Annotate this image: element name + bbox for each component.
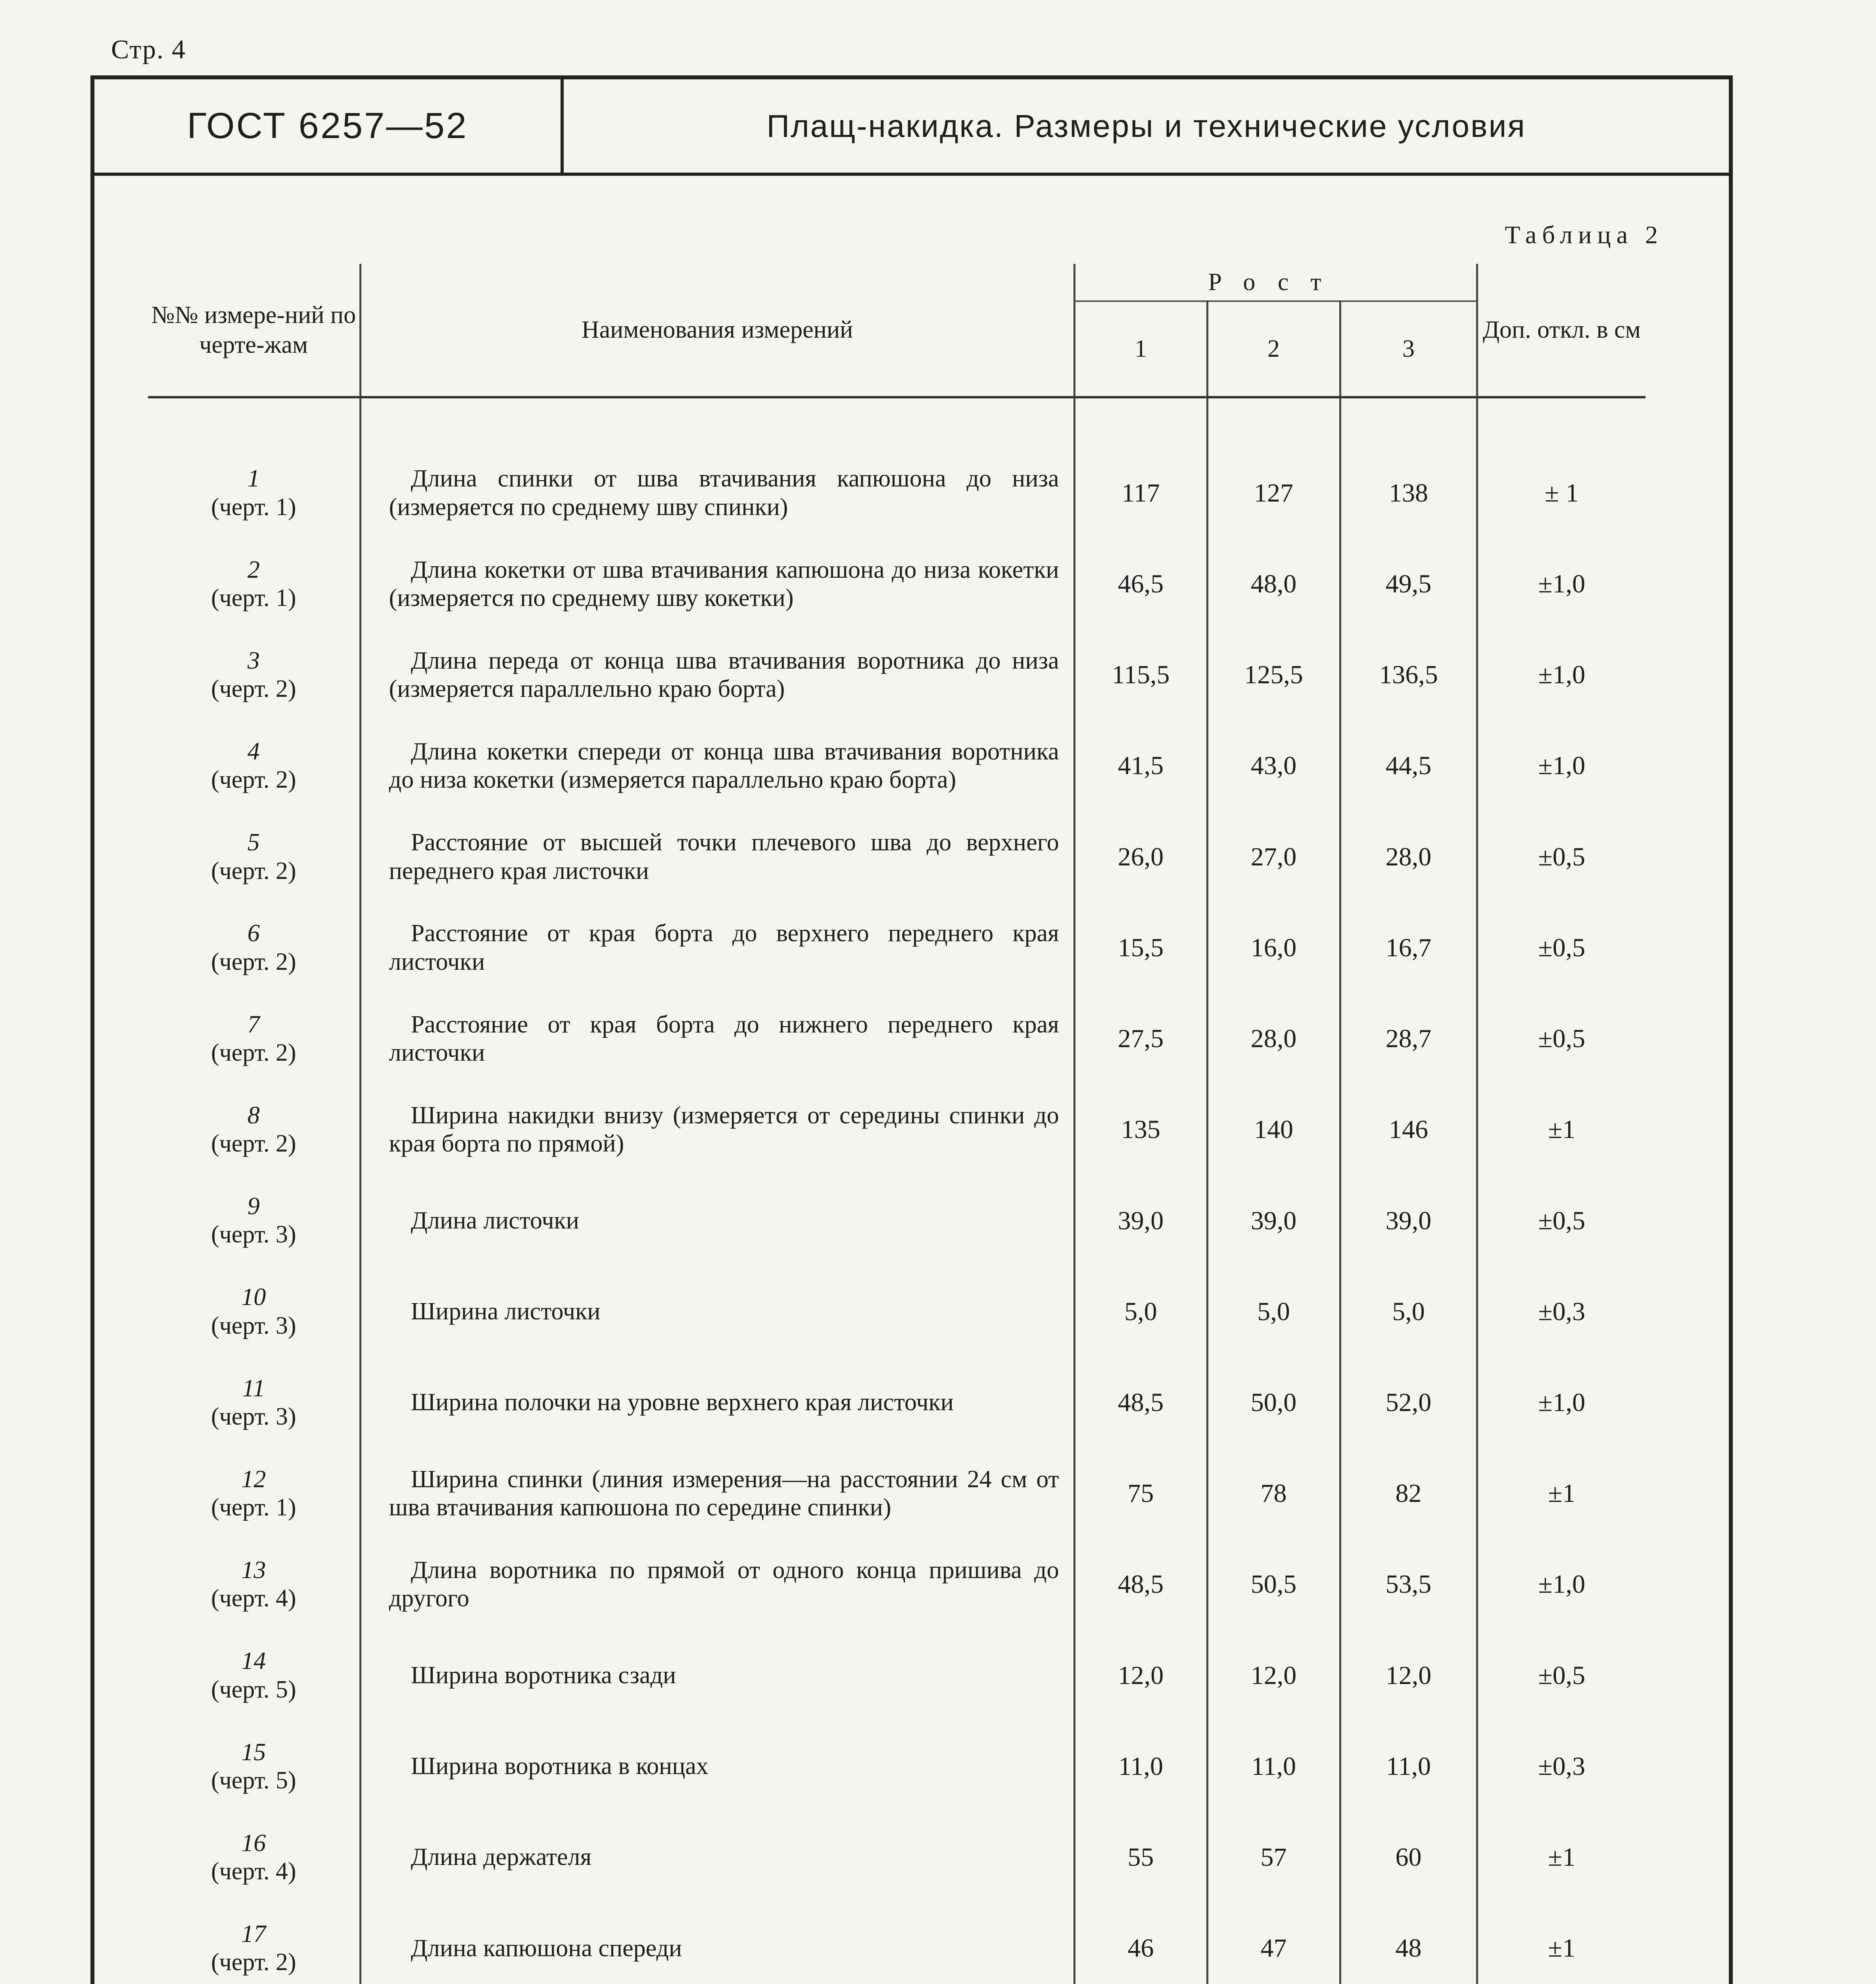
tolerance-value: ±1	[1548, 1843, 1576, 1872]
tolerance-value: ±1,0	[1538, 569, 1586, 598]
drawing-reference: (черт. 2)	[211, 766, 296, 794]
measurement-name: Длина спинки от шва втачивания капюшона до низа (измеряется по среднему шву спинки)	[389, 465, 1059, 521]
tolerance-value: ±1,0	[1538, 751, 1586, 781]
drawing-reference: (черт. 2)	[211, 1039, 296, 1066]
drawing-reference: (черт. 4)	[211, 1858, 296, 1885]
growth-1-value: 15,5	[1074, 902, 1207, 993]
measurement-name: Длина листочки	[411, 1207, 579, 1234]
growth-3-value: 49,5	[1340, 538, 1477, 629]
drawing-reference: (черт. 3)	[211, 1403, 296, 1430]
measurement-name-cell	[360, 993, 1074, 1084]
header-name: Наименования измерений	[360, 264, 1074, 397]
growth-1-value: 27,5	[1074, 993, 1207, 1084]
measurement-number-cell	[148, 629, 360, 720]
measurement-name-cell	[360, 1630, 1074, 1721]
drawing-reference: (черт. 5)	[211, 1676, 296, 1703]
measurement-number: 15	[241, 1738, 266, 1766]
measurement-name-cell	[360, 448, 1074, 538]
measurement-number: 12	[241, 1465, 266, 1493]
growth-2-value: 39,0	[1207, 1175, 1340, 1266]
measurement-number-cell	[148, 1266, 360, 1357]
table-row	[148, 1266, 1646, 1357]
measurement-number-cell	[148, 721, 360, 811]
measurement-name-cell	[360, 721, 1074, 811]
measurement-number: 1	[247, 465, 260, 492]
growth-3-value: 136,5	[1340, 629, 1477, 720]
growth-1-value: 11,0	[1074, 1721, 1207, 1812]
growth-1-value: 55	[1074, 1812, 1207, 1903]
measurement-number-cell	[148, 1357, 360, 1448]
measurement-name-cell	[360, 1084, 1074, 1175]
measurement-name: Ширина воротника сзади	[411, 1662, 676, 1689]
measurement-name-cell	[360, 1266, 1074, 1357]
measurement-name: Ширина спинки (линия измерения—на расстоянии 24 см от шва втачивания капюшона по середине спинки)	[389, 1465, 1059, 1521]
table-row	[148, 1630, 1646, 1721]
growth-2-value: 16,0	[1207, 902, 1340, 993]
measurement-name: Ширина листочки	[411, 1298, 601, 1325]
document-header	[94, 79, 1729, 176]
table-caption: Таблица 2	[1505, 221, 1663, 249]
table-row	[148, 1448, 1646, 1539]
table-row	[148, 448, 1646, 538]
measurement-name-cell	[360, 1812, 1074, 1903]
growth-2-value: 28,0	[1207, 993, 1340, 1084]
table-row	[148, 1721, 1646, 1812]
measurement-number: 9	[247, 1193, 260, 1220]
growth-1-value: 5,0	[1074, 1266, 1207, 1357]
growth-1-value: 135	[1074, 1084, 1207, 1175]
measurement-number-cell	[148, 993, 360, 1084]
measurement-number: 6	[247, 920, 260, 947]
growth-3-value: 48	[1340, 1903, 1477, 1984]
measurement-name-cell	[360, 811, 1074, 902]
growth-2-value: 50,0	[1207, 1357, 1340, 1448]
growth-1-value: 39,0	[1074, 1175, 1207, 1266]
measurement-number-cell	[148, 1539, 360, 1630]
growth-1-value: 46,5	[1074, 538, 1207, 629]
growth-1-value: 46	[1074, 1903, 1207, 1984]
growth-2-value: 50,5	[1207, 1539, 1340, 1630]
tolerance-value: ±1	[1548, 1479, 1576, 1508]
measurement-number-cell	[148, 1812, 360, 1903]
measurement-number: 16	[241, 1829, 266, 1857]
measurement-name-cell	[360, 1903, 1074, 1984]
table-row	[148, 1812, 1646, 1903]
growth-3-value: 28,0	[1340, 811, 1477, 902]
measurement-name-cell	[360, 902, 1074, 993]
measurement-name-cell	[360, 1448, 1074, 1539]
table-row	[148, 721, 1646, 811]
growth-2-value: 57	[1207, 1812, 1340, 1903]
measurement-name: Длина держателя	[411, 1844, 591, 1871]
growth-2-value: 140	[1207, 1084, 1340, 1175]
table-row	[148, 1903, 1646, 1984]
growth-1-value: 48,5	[1074, 1357, 1207, 1448]
document-frame	[90, 75, 1733, 1984]
growth-2-value: 43,0	[1207, 721, 1340, 811]
measurement-number-cell	[148, 811, 360, 902]
measurement-number: 4	[247, 738, 260, 765]
drawing-reference: (черт. 2)	[211, 1130, 296, 1157]
growth-2-value: 12,0	[1207, 1630, 1340, 1721]
growth-2-value: 127	[1207, 448, 1340, 538]
growth-3-value: 28,7	[1340, 993, 1477, 1084]
drawing-reference: (черт. 2)	[211, 1949, 296, 1976]
measurement-number-cell	[148, 448, 360, 538]
measurement-number: 13	[241, 1557, 266, 1584]
growth-1-value: 12,0	[1074, 1630, 1207, 1721]
table-row	[148, 1175, 1646, 1266]
header-growth-2: 2	[1207, 301, 1340, 397]
tolerance-value: ±0,3	[1538, 1297, 1586, 1326]
drawing-reference: (черт. 3)	[211, 1221, 296, 1248]
measurement-number: 10	[241, 1284, 266, 1311]
measurement-number: 5	[247, 829, 260, 856]
growth-2-value: 47	[1207, 1903, 1340, 1984]
growth-1-value: 75	[1074, 1448, 1207, 1539]
growth-3-value: 82	[1340, 1448, 1477, 1539]
measurement-number-cell	[148, 1630, 360, 1721]
measurement-name: Ширина накидки внизу (измеряется от середины спинки до края борта по прямой)	[389, 1102, 1059, 1157]
measurement-name: Длина капюшона спереди	[411, 1934, 682, 1962]
measurement-number-cell	[148, 538, 360, 629]
measurement-number: 2	[247, 556, 260, 583]
growth-3-value: 53,5	[1340, 1539, 1477, 1630]
drawing-reference: (черт. 5)	[211, 1767, 296, 1794]
table-row	[148, 538, 1646, 629]
growth-3-value: 60	[1340, 1812, 1477, 1903]
growth-2-value: 48,0	[1207, 538, 1340, 629]
document-title: Плащ-накидка. Размеры и технические условия	[766, 108, 1526, 144]
growth-3-value: 11,0	[1340, 1721, 1477, 1812]
measurements-table-wrap	[148, 264, 1646, 1984]
measurement-number: 3	[247, 647, 260, 674]
measurement-name: Расстояние от края борта до верхнего переднего края листочки	[389, 920, 1059, 975]
measurement-number-cell	[148, 1721, 360, 1812]
table-row	[148, 993, 1646, 1084]
tolerance-value: ±0,5	[1538, 842, 1586, 871]
measurement-number: 7	[247, 1011, 260, 1038]
growth-3-value: 39,0	[1340, 1175, 1477, 1266]
measurement-number-cell	[148, 1084, 360, 1175]
table-row	[148, 811, 1646, 902]
measurement-name: Длина кокетки спереди от конца шва втачивания воротника до низа кокетки (измеряется параллельно краю борта)	[389, 738, 1059, 794]
measurement-name: Длина переда от конца шва втачивания воротника до низа (измеряется параллельно краю борта)	[389, 647, 1059, 703]
measurement-number: 14	[241, 1648, 266, 1675]
header-growth: Рост	[1074, 264, 1477, 301]
table-row	[148, 1084, 1646, 1175]
drawing-reference: (черт. 2)	[211, 857, 296, 884]
measurement-name: Ширина полочки на уровне верхнего края листочки	[411, 1389, 954, 1416]
table-row	[148, 1357, 1646, 1448]
drawing-reference: (черт. 1)	[211, 584, 296, 611]
growth-1-value: 48,5	[1074, 1539, 1207, 1630]
measurement-number: 8	[247, 1102, 260, 1129]
measurement-name: Длина кокетки от шва втачивания капюшона до низа кокетки (измеряется по среднему шву кокетки)	[389, 556, 1059, 611]
drawing-reference: (черт. 1)	[211, 493, 296, 521]
drawing-reference: (черт. 3)	[211, 1312, 296, 1339]
tolerance-value: ±1,0	[1538, 1570, 1586, 1599]
tolerance-value: ±0,5	[1538, 1661, 1586, 1690]
table-row	[148, 902, 1646, 993]
tolerance-value: ±1,0	[1538, 1388, 1586, 1417]
table-row	[148, 1539, 1646, 1630]
tolerance-value: ± 1	[1544, 478, 1579, 508]
measurement-name-cell	[360, 538, 1074, 629]
growth-2-value: 78	[1207, 1448, 1340, 1539]
drawing-reference: (черт. 2)	[211, 675, 296, 703]
growth-2-value: 125,5	[1207, 629, 1340, 720]
growth-3-value: 52,0	[1340, 1357, 1477, 1448]
table-row	[148, 629, 1646, 720]
tolerance-value: ±0,5	[1538, 1024, 1586, 1054]
tolerance-value: ±0,3	[1538, 1751, 1586, 1781]
page-number: Стр. 4	[111, 34, 186, 64]
growth-3-value: 146	[1340, 1084, 1477, 1175]
header-tolerance: Доп. откл. в см	[1477, 264, 1646, 397]
measurement-name-cell	[360, 1539, 1074, 1630]
tolerance-value: ±1	[1548, 1115, 1576, 1144]
growth-2-value: 27,0	[1207, 811, 1340, 902]
drawing-reference: (черт. 1)	[211, 1494, 296, 1521]
header-growth-1: 1	[1074, 301, 1207, 397]
growth-1-value: 115,5	[1074, 629, 1207, 720]
growth-3-value: 16,7	[1340, 902, 1477, 993]
measurement-number: 11	[242, 1375, 265, 1402]
measurement-number-cell	[148, 1175, 360, 1266]
table-body	[148, 397, 1646, 1984]
tolerance-value: ±1	[1548, 1934, 1576, 1963]
gost-number: ГОСТ 6257—52	[94, 79, 564, 173]
measurement-name: Ширина воротника в концах	[411, 1753, 709, 1780]
growth-1-value: 26,0	[1074, 811, 1207, 902]
growth-1-value: 41,5	[1074, 721, 1207, 811]
growth-3-value: 44,5	[1340, 721, 1477, 811]
measurement-name: Расстояние от высшей точки плечевого шва до верхнего переднего края листочки	[389, 829, 1059, 884]
tolerance-value: ±0,5	[1538, 933, 1586, 962]
growth-3-value: 12,0	[1340, 1630, 1477, 1721]
measurement-name-cell	[360, 1175, 1074, 1266]
growth-3-value: 138	[1340, 448, 1477, 538]
header-number: №№ измере-ний по черте-жам	[148, 264, 360, 397]
growth-2-value: 11,0	[1207, 1721, 1340, 1812]
growth-2-value: 5,0	[1207, 1266, 1340, 1357]
measurement-name: Длина воротника по прямой от одного конца пришива до другого	[389, 1557, 1059, 1612]
measurement-name: Расстояние от края борта до нижнего переднего края листочки	[389, 1011, 1059, 1066]
growth-3-value: 5,0	[1340, 1266, 1477, 1357]
measurement-name-cell	[360, 1357, 1074, 1448]
measurement-name-cell	[360, 629, 1074, 720]
measurement-number-cell	[148, 1903, 360, 1984]
measurement-number-cell	[148, 1448, 360, 1539]
header-growth-3: 3	[1340, 301, 1477, 397]
drawing-reference: (черт. 4)	[211, 1585, 296, 1612]
drawing-reference: (черт. 2)	[211, 948, 296, 975]
measurements-table	[148, 264, 1646, 1984]
tolerance-value: ±0,5	[1538, 1206, 1586, 1235]
measurement-name-cell	[360, 1721, 1074, 1812]
growth-1-value: 117	[1074, 448, 1207, 538]
measurement-number-cell	[148, 902, 360, 993]
tolerance-value: ±1,0	[1538, 660, 1586, 690]
measurement-number: 17	[241, 1921, 266, 1948]
